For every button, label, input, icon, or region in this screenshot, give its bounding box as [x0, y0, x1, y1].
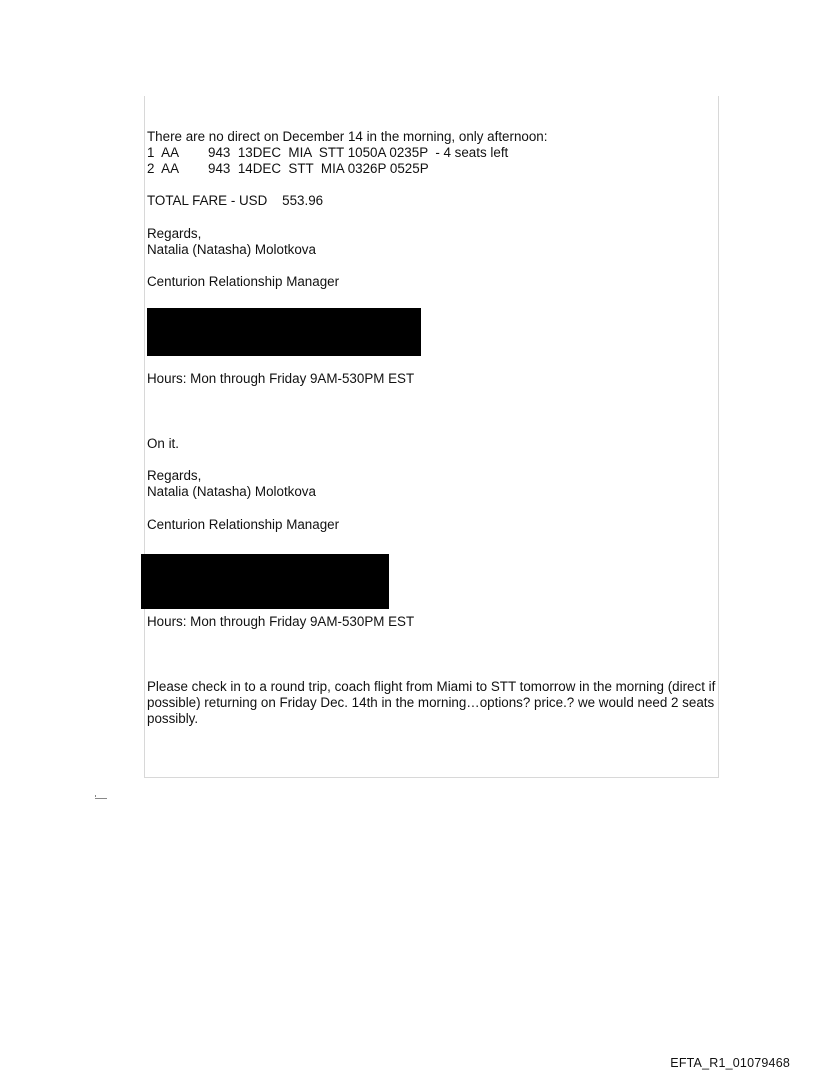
- email1-sender-name: Natalia (Natasha) Molotkova: [147, 242, 316, 257]
- stray-mark: [95, 795, 107, 799]
- document-id: EFTA_R1_01079468: [670, 1056, 790, 1070]
- partially-redacted-email-line: [147, 546, 387, 554]
- flight-line-1: 1 AA 943 13DEC MIA STT 1050A 0235P - 4 seats left: [147, 145, 509, 160]
- redaction-block-2: [141, 554, 389, 609]
- email1-intro: There are no direct on December 14 in the morning, only afternoon:: [147, 129, 548, 144]
- email2-regards: Regards,: [147, 468, 202, 483]
- email2-body: On it.: [147, 436, 179, 451]
- email2-hours: Hours: Mon through Friday 9AM-530PM EST: [147, 614, 415, 629]
- flight-line-2: 2 AA 943 14DEC STT MIA 0326P 0525P: [147, 161, 429, 176]
- email2-sender-title: Centurion Relationship Manager: [147, 517, 340, 532]
- email3-body: Please check in to a round trip, coach flight from Miami to STT tomorrow in the morning (direct if possible) returning on Friday Dec. 14th in the morning…options? price.? we would need 2 seats possibly.: [147, 679, 716, 726]
- redaction-block-1: [147, 308, 421, 356]
- total-fare: TOTAL FARE - USD 553.96: [147, 193, 324, 208]
- email2-sender-name: Natalia (Natasha) Molotkova: [147, 484, 316, 499]
- email1-hours: Hours: Mon through Friday 9AM-530PM EST: [147, 371, 415, 386]
- email1-sender-title: Centurion Relationship Manager: [147, 274, 340, 289]
- email1-regards: Regards,: [147, 226, 202, 241]
